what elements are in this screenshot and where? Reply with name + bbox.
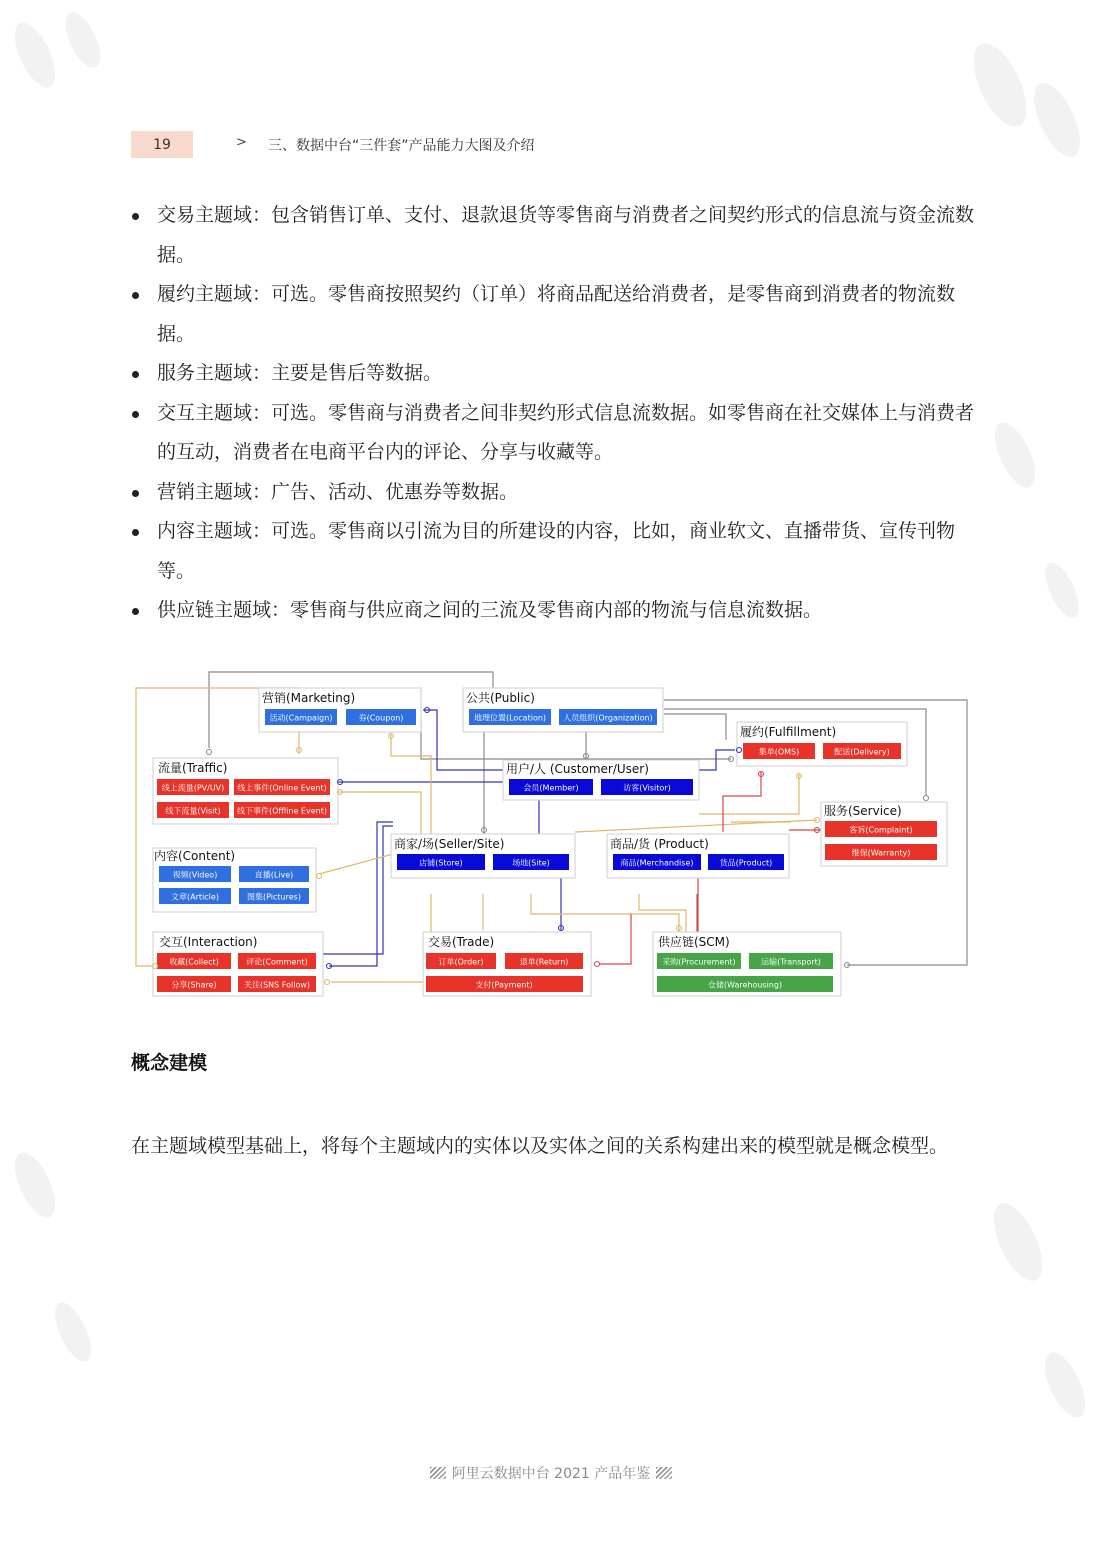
domain-service	[821, 802, 947, 866]
domain-interaction	[153, 932, 323, 996]
domain-title: 流量(Traffic)	[158, 761, 228, 775]
entity-delivery: 配送(Delivery)	[834, 747, 890, 757]
domain-content	[153, 848, 316, 912]
domain-trade	[423, 932, 591, 996]
entity-collect: 收藏(Collect)	[169, 957, 219, 967]
entity-oms: 集单(OMS)	[758, 747, 800, 757]
entity-pv-uv: 线上流量(PV/UV)	[161, 783, 225, 793]
entity-procurement: 采购(Procurement)	[662, 957, 736, 967]
entity-comment: 评论(Comment)	[246, 957, 308, 967]
section-heading: 概念建模	[131, 1052, 208, 1074]
domain-title: 交互(Interaction)	[159, 935, 258, 949]
entity-return: 退单(Return)	[519, 957, 569, 967]
domain-title: 服务(Service)	[824, 804, 902, 818]
entity-organization: 人员组织(Organization)	[563, 713, 653, 723]
footer	[0, 1463, 1102, 1483]
domain-fulfillment	[737, 722, 907, 766]
subject-domain-diagram	[131, 664, 971, 1004]
section-paragraph: 在主题域模型基础上，将每个主题域内的实体以及实体之间的关系构建出来的模型就是概念模型。	[131, 1135, 949, 1157]
hatch-icon	[656, 1467, 672, 1479]
domain-marketing	[259, 688, 421, 732]
entity-complaint: 客诉(Complaint)	[849, 825, 913, 835]
domain-title: 交易(Trade)	[428, 935, 495, 949]
entity-offline-event: 线下事件(Offline Event)	[237, 806, 327, 816]
domain-title: 履约(Fulfillment)	[740, 725, 837, 739]
entity-campaign: 活动(Campaign)	[269, 713, 333, 723]
entity-online-event: 线上事件(Online Event)	[237, 783, 327, 793]
entity-article: 文章(Article)	[171, 892, 219, 902]
domain-title: 商家/场(Seller/Site)	[394, 837, 505, 851]
bullet-item-content: 内容主题域：可选。零售商以引流为目的所建设的内容，比如，商业软文、直播带货、宣传刊物等。	[131, 512, 981, 591]
bullet-item-service: 服务主题域：主要是售后等数据。	[131, 354, 981, 394]
bullet-list	[131, 196, 981, 631]
entity-merchandise: 商品(Merchandise)	[620, 858, 694, 868]
entity-payment: 支付(Payment)	[475, 980, 533, 990]
entity-pictures: 图集(Pictures)	[247, 892, 301, 902]
domain-title: 供应链(SCM)	[658, 935, 730, 949]
page-number: 19	[131, 131, 193, 158]
entity-transport: 运输(Transport)	[761, 957, 821, 967]
bullet-item-marketing: 营销主题域：广告、活动、优惠券等数据。	[131, 473, 981, 513]
entity-store: 店铺(Store)	[419, 858, 463, 868]
chapter-title: 三、数据中台“三件套”产品能力大图及介绍	[268, 138, 535, 154]
bullet-item-scm: 供应链主题域：零售商与供应商之间的三流及零售商内部的物流与信息流数据。	[131, 591, 981, 631]
entity-warehousing: 仓储(Warehousing)	[707, 980, 783, 990]
domain-scm	[653, 932, 841, 996]
entity-share: 分享(Share)	[171, 980, 217, 990]
domain-product	[607, 834, 789, 878]
domain-seller	[391, 834, 575, 878]
hatch-icon	[430, 1467, 446, 1479]
entity-coupon: 券(Coupon)	[358, 713, 404, 723]
domain-title: 营销(Marketing)	[262, 691, 356, 705]
entity-video: 视频(Video)	[172, 870, 218, 880]
bullet-item-interaction: 交互主题域：可选。零售商与消费者之间非契约形式信息流数据。如零售商在社交媒体上与消费者的互动，消费者在电商平台内的评论、分享与收藏等。	[131, 394, 981, 473]
entity-member: 会员(Member)	[523, 783, 579, 793]
entity-live: 直播(Live)	[254, 870, 294, 880]
entity-visitor: 访客(Visitor)	[623, 783, 671, 793]
entity-sns-follow: 关注(SNS Follow)	[243, 980, 311, 990]
entity-location: 地理位置(Location)	[473, 713, 547, 723]
entity-site: 场地(Site)	[512, 858, 550, 868]
domain-title: 商品/货 (Product)	[610, 837, 709, 851]
domain-public	[463, 688, 663, 732]
entity-goods: 货品(Product)	[719, 858, 773, 868]
domain-user	[503, 760, 699, 800]
bullet-item-fulfillment: 履约主题域：可选。零售商按照契约（订单）将商品配送给消费者，是零售商到消费者的物流数据。	[131, 275, 981, 354]
footer-text: 阿里云数据中台 2021 产品年鉴	[451, 1466, 651, 1482]
entity-order: 订单(Order)	[438, 957, 484, 967]
bullet-item-trade: 交易主题域：包含销售订单、支付、退款退货等零售商与消费者之间契约形式的信息流与资金流数据。	[131, 196, 981, 275]
domain-title: 内容(Content)	[154, 849, 236, 863]
domain-title: 用户/人 (Customer/User)	[506, 762, 649, 776]
entity-warranty: 维保(Warranty)	[851, 848, 911, 858]
domain-traffic	[153, 758, 338, 824]
entity-visit: 线下流量(Visit)	[165, 806, 221, 816]
domain-title: 公共(Public)	[466, 691, 535, 705]
breadcrumb-chevron: >	[236, 135, 247, 150]
